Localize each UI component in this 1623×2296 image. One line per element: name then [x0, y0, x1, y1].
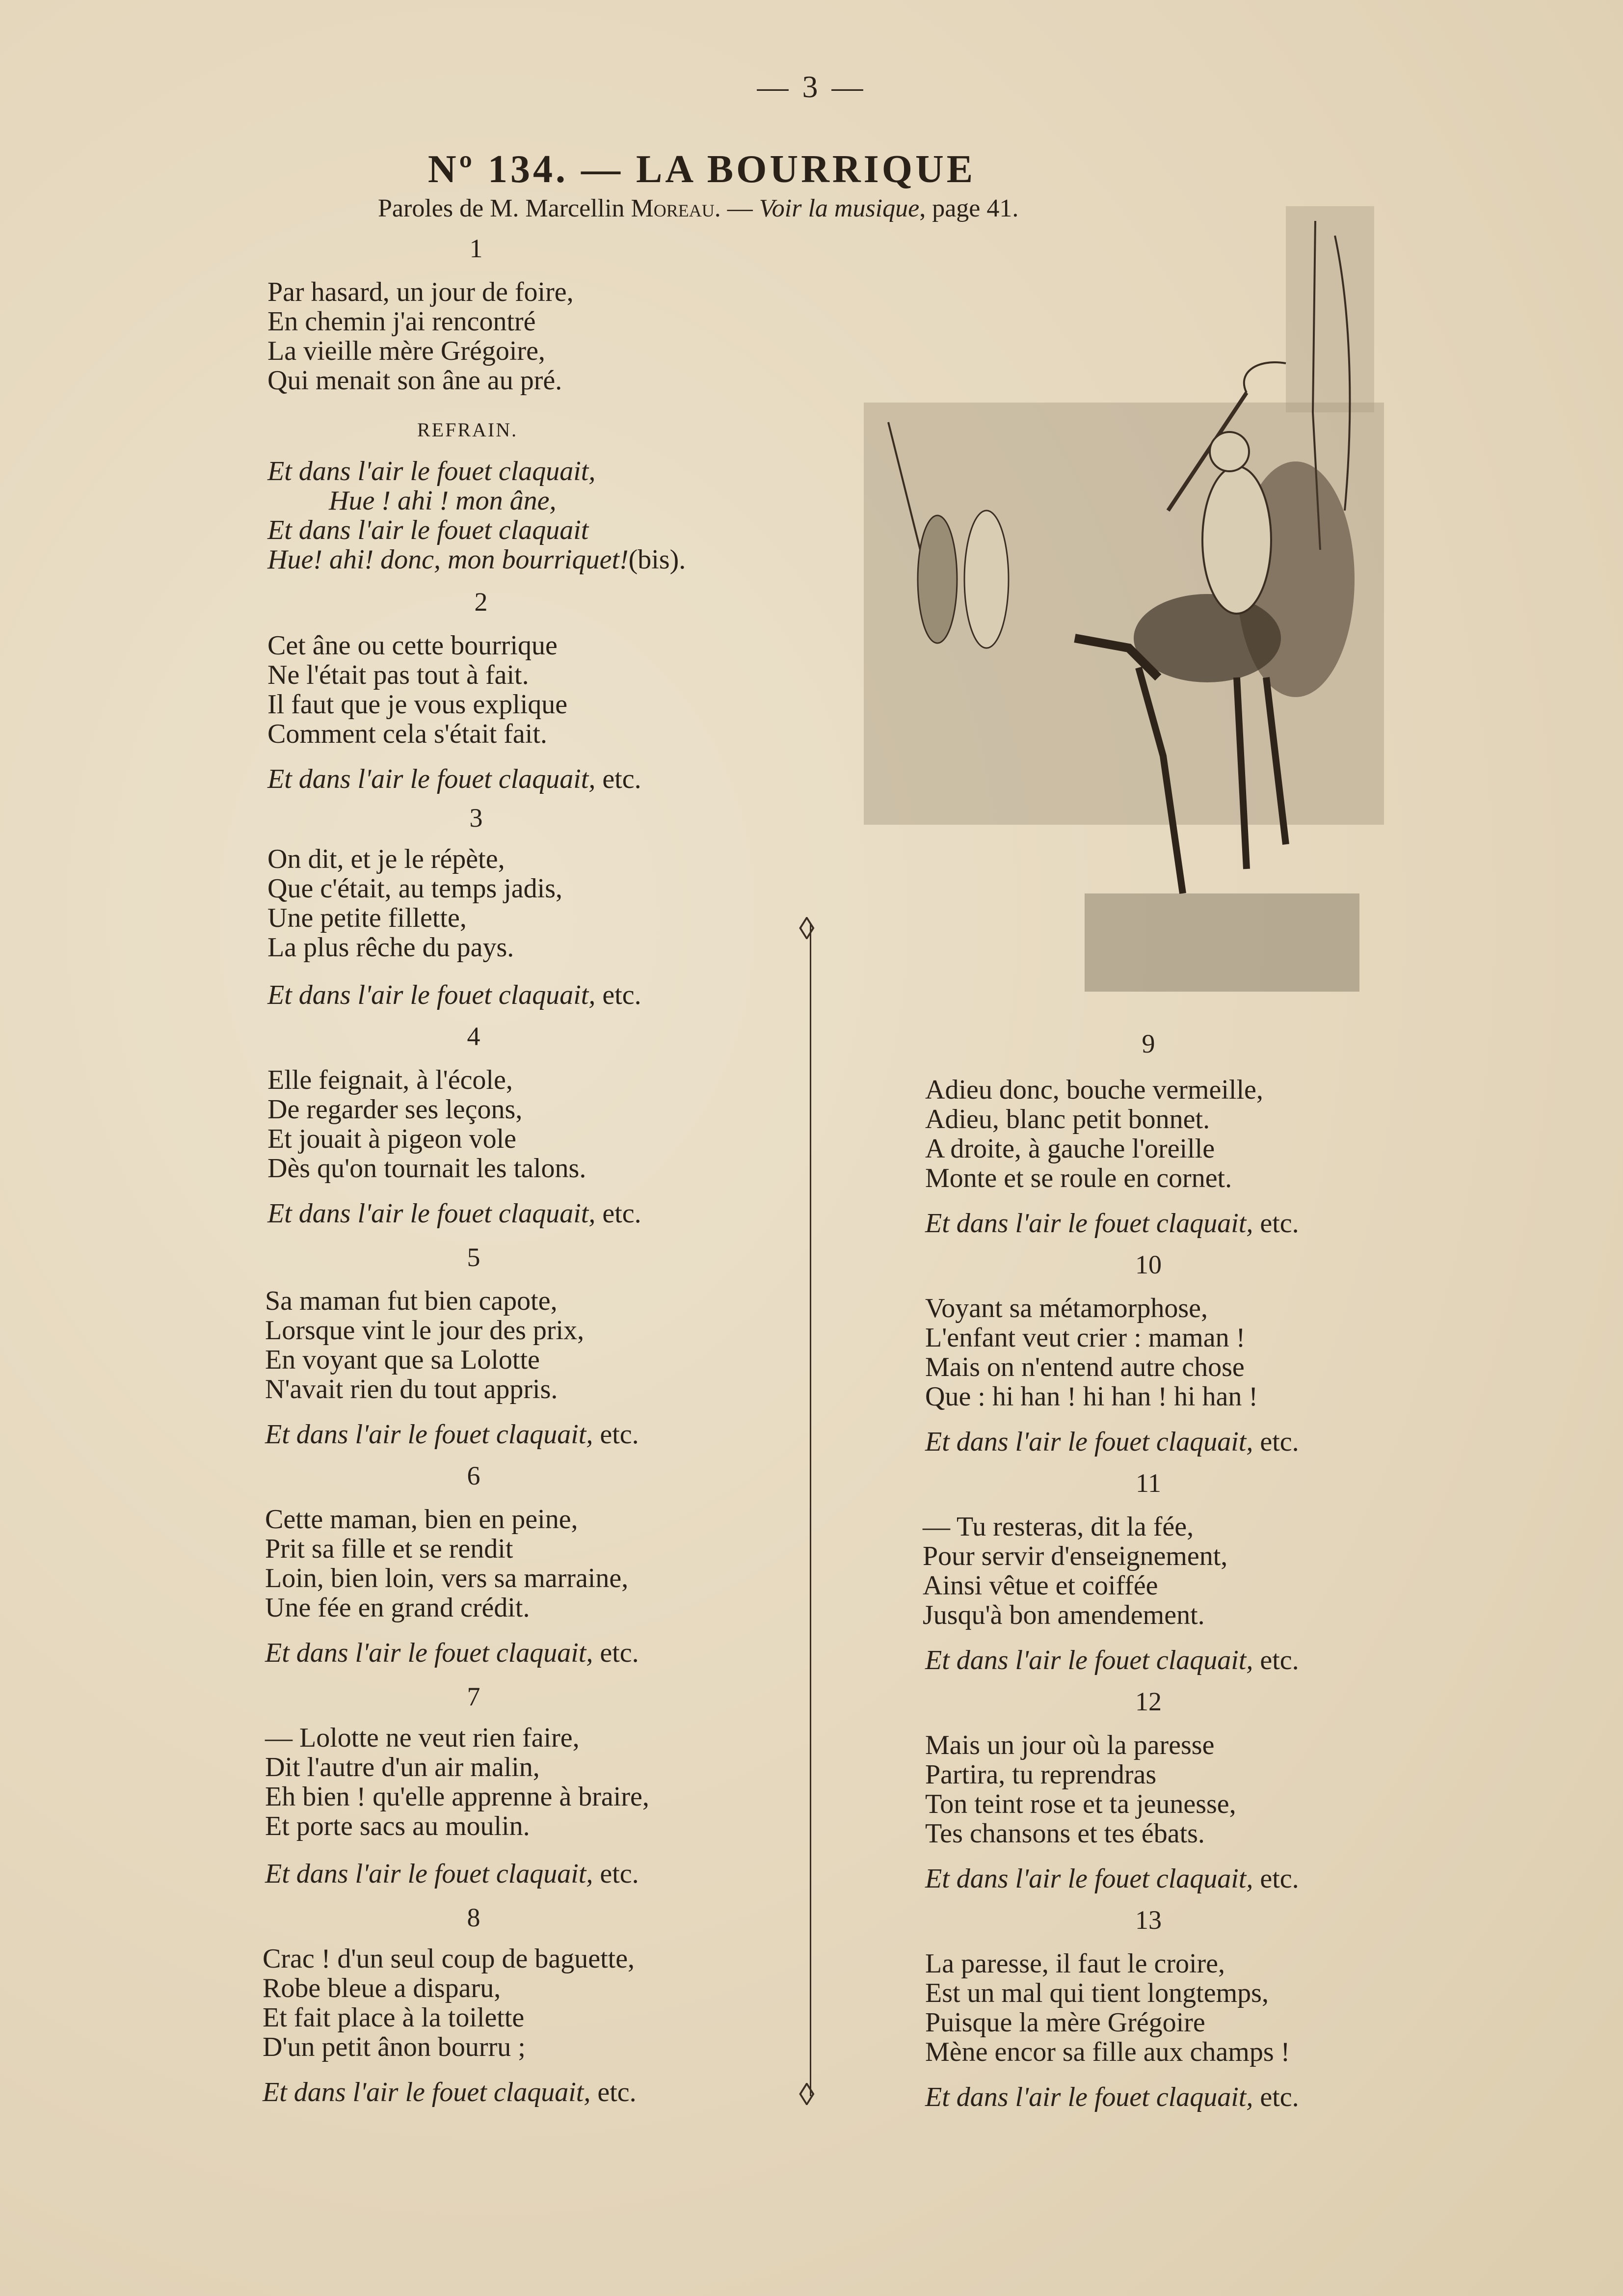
- stanza-number: 12: [1135, 1687, 1162, 1716]
- verse-line: Eh bien ! qu'elle apprenne à braire,: [265, 1782, 649, 1812]
- page-number: — 3 —: [757, 69, 866, 104]
- verse-line: Cette maman, bien en peine,: [265, 1504, 578, 1535]
- verse-line: Dit l'autre d'un air malin,: [265, 1752, 540, 1783]
- refrain-short: [265, 1419, 639, 1450]
- stanza-number: 2: [474, 587, 488, 617]
- verse-line: Est un mal qui tient longtemps,: [925, 1978, 1269, 2008]
- refrain-text: Et dans l'air le fouet claquait,: [265, 1859, 593, 1889]
- verse-line: La paresse, il faut le croire,: [925, 1948, 1225, 1979]
- refrain-short: [265, 1637, 639, 1669]
- verse-line: De regarder ses leçons,: [267, 1094, 523, 1125]
- stanza-number: 11: [1136, 1468, 1161, 1498]
- verse-line: Ainsi vêtue et coiffée: [923, 1570, 1158, 1601]
- verse-line: Monte et se roule en cornet.: [925, 1163, 1232, 1193]
- verse-line: On dit, et je le répète,: [267, 844, 505, 874]
- verse-line: Une petite fillette,: [267, 903, 467, 933]
- verse-line: Mais un jour où la paresse: [925, 1730, 1215, 1760]
- verse-line: Elle feignait, à l'école,: [267, 1065, 513, 1095]
- stanza-1: [267, 277, 574, 395]
- refrain-text: Hue! ahi! donc, mon bourriquet!: [267, 544, 629, 575]
- verse-line: Ne l'était pas tout à fait.: [267, 660, 529, 690]
- stanza-number: 10: [1135, 1250, 1162, 1279]
- refrain-text: Et dans l'air le fouet claquait,: [925, 1208, 1253, 1239]
- refrain-etc: etc.: [1253, 1208, 1299, 1239]
- refrain-short: [925, 1426, 1299, 1458]
- verse-line: Et fait place à la toilette: [263, 2002, 525, 2033]
- refrain-line: Et dans l'air le fouet claquait: [267, 515, 589, 545]
- verse-line: Ton teint rose et ta jeunesse,: [925, 1789, 1236, 1819]
- verse-line: Adieu, blanc petit bonnet.: [925, 1104, 1210, 1134]
- refrain-text: Et dans l'air le fouet claquait,: [267, 980, 596, 1010]
- verse-line: — Tu resteras, dit la fée,: [923, 1512, 1194, 1542]
- verse-line: Partira, tu reprendras: [925, 1759, 1157, 1790]
- refrain-etc: etc.: [590, 2077, 637, 2107]
- verse-line: La vieille mère Grégoire,: [267, 336, 545, 366]
- refrain-etc: etc.: [595, 764, 641, 794]
- stanza-10: [925, 1294, 1258, 1411]
- engraving-illustration: [864, 206, 1384, 992]
- verse-line: L'enfant veut crier : maman !: [925, 1323, 1246, 1353]
- refrain-etc: etc.: [593, 1859, 639, 1889]
- verse-line: Crac ! d'un seul coup de baguette,: [263, 1944, 635, 1974]
- refrain-text: Et dans l'air le fouet claquait,: [925, 1427, 1253, 1457]
- verse-line: — Lolotte ne veut rien faire,: [265, 1723, 580, 1753]
- stanza-6: [265, 1505, 628, 1622]
- refrain-text: Et dans l'air le fouet claquait,: [263, 2077, 591, 2107]
- verse-line: Mène encor sa fille aux champs !: [925, 2037, 1290, 2067]
- stanza-number: 4: [467, 1022, 480, 1051]
- refrain-text: Et dans l'air le fouet claquait,: [925, 2082, 1253, 2112]
- verse-line: En voyant que sa Lolotte: [265, 1345, 540, 1375]
- verse-line: Par hasard, un jour de foire,: [267, 277, 574, 307]
- refrain-etc: etc.: [1253, 1645, 1299, 1675]
- subtitle-sep: . —: [714, 194, 759, 222]
- verse-line: Puisque la mère Grégoire: [925, 2007, 1205, 2038]
- refrain-text: Et dans l'air le fouet claquait,: [267, 1198, 596, 1229]
- refrain-short: [263, 2077, 637, 2108]
- verse-line: Tes chansons et tes ébats.: [925, 1818, 1205, 1849]
- refrain-short: [267, 1198, 641, 1229]
- verse-line: Dès qu'on tournait les talons.: [267, 1153, 586, 1184]
- verse-line: Voyant sa métamorphose,: [925, 1293, 1208, 1324]
- refrain-etc: etc.: [593, 1419, 639, 1450]
- verse-line: Qui menait son âne au pré.: [267, 365, 562, 396]
- verse-line: Et porte sacs au moulin.: [265, 1811, 530, 1841]
- refrain-line: Hue ! ahi ! mon âne,: [329, 486, 557, 516]
- refrain-etc: etc.: [593, 1638, 639, 1668]
- page-reference: , page 41.: [919, 194, 1019, 222]
- stanza-4: [267, 1065, 586, 1183]
- verse-line: Il faut que je vous explique: [267, 689, 568, 720]
- refrain-short: [925, 2081, 1299, 2113]
- refrain-short: [267, 979, 641, 1011]
- song-title: Nº 134. — LA BOURRIQUE: [427, 148, 976, 191]
- refrain-text: Et dans l'air le fouet claquait,: [265, 1419, 593, 1450]
- stanza-11: [923, 1512, 1227, 1630]
- author-name: Moreau: [631, 194, 715, 222]
- refrain-text: Et dans l'air le fouet claquait,: [925, 1645, 1253, 1675]
- verse-line: A droite, à gauche l'oreille: [925, 1134, 1215, 1164]
- refrain-line: Et dans l'air le fouet claquait,: [267, 456, 596, 486]
- refrain-short: [925, 1863, 1299, 1894]
- stanza-9: [925, 1075, 1263, 1193]
- verse-line: Cet âne ou cette bourrique: [267, 630, 558, 661]
- column-divider: [810, 923, 811, 2096]
- stanza-number: 8: [467, 1903, 480, 1932]
- verse-line: Robe bleue a disparu,: [263, 1973, 501, 2003]
- refrain-etc: etc.: [595, 980, 641, 1010]
- refrain-line: [267, 544, 686, 575]
- stanza-number: 9: [1142, 1029, 1155, 1058]
- stanza-number: 7: [467, 1682, 480, 1711]
- refrain-etc: etc.: [595, 1198, 641, 1229]
- refrain-short: [267, 763, 641, 795]
- verse-line: La plus rêche du pays.: [267, 932, 514, 963]
- stanza-number: 1: [469, 234, 483, 263]
- refrain-etc: etc.: [1253, 1864, 1299, 1894]
- subtitle-prefix: Paroles de M. Marcellin: [378, 194, 631, 222]
- refrain-text: Et dans l'air le fouet claquait,: [265, 1638, 593, 1668]
- stanza-3: [267, 844, 562, 962]
- stanza-number: 6: [467, 1461, 480, 1490]
- diamond-ornament: ◊: [799, 2077, 815, 2112]
- verse-line: Et jouait à pigeon vole: [267, 1124, 516, 1154]
- verse-line: D'un petit ânon bourru ;: [263, 2032, 526, 2062]
- verse-line: Que : hi han ! hi han ! hi han !: [925, 1381, 1258, 1412]
- verse-line: Pour servir d'enseignement,: [923, 1541, 1228, 1571]
- stanza-number: 3: [469, 803, 483, 833]
- verse-line: Que c'était, au temps jadis,: [267, 873, 563, 904]
- verse-line: Sa maman fut bien capote,: [265, 1286, 558, 1316]
- verse-line: Jusqu'à bon amendement.: [923, 1600, 1205, 1630]
- refrain-etc: etc.: [1253, 1427, 1299, 1457]
- refrain-short: [925, 1208, 1299, 1239]
- verse-line: En chemin j'ai rencontré: [267, 306, 536, 337]
- refrain-text: Et dans l'air le fouet claquait,: [925, 1864, 1253, 1894]
- stanza-13: [925, 1949, 1290, 2067]
- diamond-ornament: ◊: [799, 911, 815, 946]
- stanza-7: [265, 1723, 649, 1841]
- verse-line: Loin, bien loin, vers sa marraine,: [265, 1563, 629, 1594]
- stanza-12: [925, 1730, 1236, 1848]
- stanza-number: 13: [1135, 1905, 1162, 1935]
- verse-line: Comment cela s'était fait.: [267, 719, 547, 749]
- stanza-2: [267, 631, 567, 749]
- verse-line: Mais on n'entend autre chose: [925, 1352, 1245, 1382]
- verse-line: Adieu donc, bouche vermeille,: [925, 1075, 1263, 1105]
- refrain-label: REFRAIN.: [417, 419, 518, 441]
- stanza-number: 5: [467, 1243, 480, 1272]
- verse-line: N'avait rien du tout appris.: [265, 1374, 558, 1405]
- stanza-5: [265, 1286, 584, 1404]
- refrain-text: Et dans l'air le fouet claquait,: [267, 764, 596, 794]
- stanza-8: [263, 1944, 635, 2062]
- verse-line: Une fée en grand crédit.: [265, 1593, 530, 1623]
- verse-line: Prit sa fille et se rendit: [265, 1534, 513, 1564]
- music-reference: Voir la musique: [759, 194, 920, 222]
- verse-line: Lorsque vint le jour des prix,: [265, 1315, 585, 1346]
- refrain-etc: etc.: [1253, 2082, 1299, 2112]
- refrain-short: [925, 1645, 1299, 1676]
- refrain-bis: (bis).: [628, 544, 686, 575]
- refrain-short: [265, 1858, 639, 1890]
